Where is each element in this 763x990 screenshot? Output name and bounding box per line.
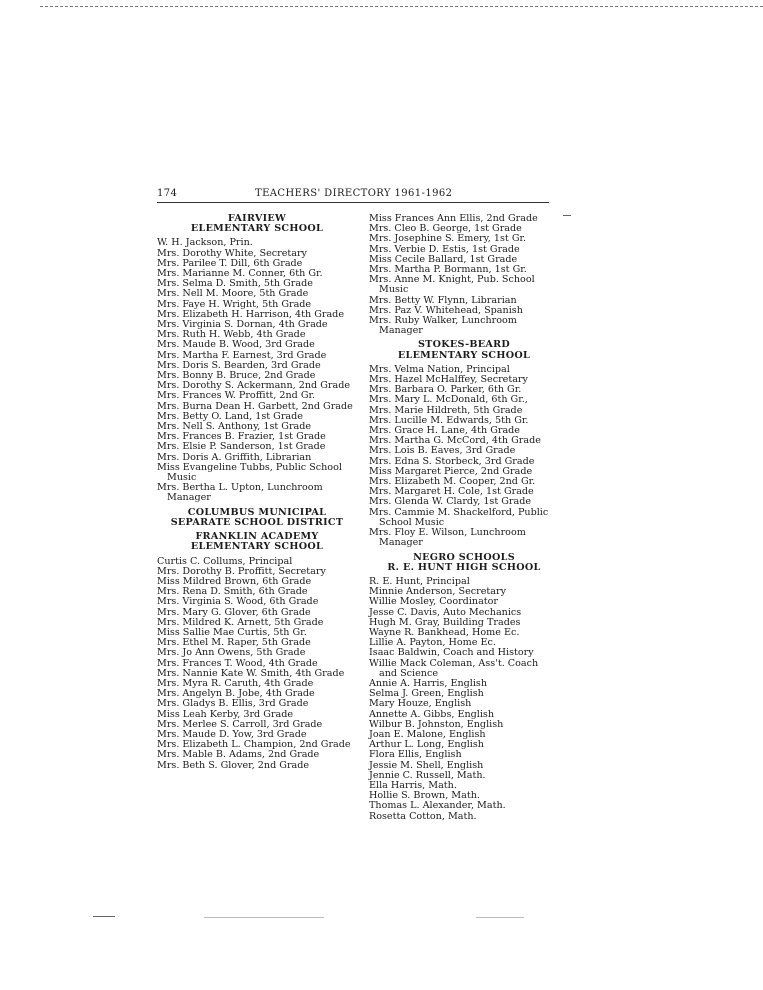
directory-entry: Mrs. Glenda W. Clardy, 1st Grade (369, 496, 532, 508)
directory-entry: Mrs. Betty O. Land, 1st Grade (157, 410, 303, 422)
directory-entry: Jesse C. Davis, Auto Mechanics (369, 606, 522, 618)
directory-entry: Mrs. Frances W. Proffitt, 2nd Gr. (157, 390, 316, 402)
directory-entry: Mrs. Elizabeth M. Cooper, 2nd Gr. (369, 476, 536, 488)
directory-entry: Mrs. Nannie Kate W. Smith, 4th Grade (157, 667, 345, 679)
directory-entry: Mrs. Myra R. Caruth, 4th Grade (157, 677, 314, 689)
directory-entry: Miss Sallie Mae Curtis, 5th Gr. (157, 626, 307, 638)
directory-entry: Mary Houze, English (369, 698, 472, 710)
directory-entry: Mrs. Martha F. Earnest, 3rd Grade (157, 349, 327, 361)
directory-entry: Mrs. Martha P. Bormann, 1st Gr. (369, 264, 527, 276)
header-rule (157, 202, 549, 203)
scan-speck (563, 215, 571, 216)
scan-speck (93, 916, 115, 917)
directory-entry: Mrs. Selma D. Smith, 5th Grade (157, 278, 313, 290)
section-heading: STOKES-BEARD (417, 339, 511, 351)
directory-entry: Mrs. Rena D. Smith, 6th Grade (157, 586, 308, 598)
directory-entry: Wilbur B. Johnston, English (369, 718, 504, 730)
directory-entry: Mrs. Betty W. Flynn, Librarian (369, 294, 517, 306)
directory-entry: Mrs. Mary L. McDonald, 6th Gr., (369, 394, 528, 406)
directory-entry: Mrs. Jo Ann Owens, 5th Grade (157, 647, 306, 659)
directory-entry: Miss Leah Kerby, 3rd Grade (157, 708, 294, 720)
directory-entry: Mrs. Elizabeth L. Champion, 2nd Grade (157, 739, 351, 751)
directory-entry: Miss Mildred Brown, 6th Grade (157, 575, 312, 587)
directory-entry: Mrs. Paz V. Whitehead, Spanish (369, 304, 523, 316)
section-heading: ELEMENTARY SCHOOL (190, 223, 324, 235)
right-column (369, 214, 559, 822)
directory-entry: Mrs. Mable B. Adams, 2nd Grade (157, 749, 320, 761)
directory-entry: Annette A. Gibbs, English (369, 708, 495, 720)
directory-entry: Mrs. Maude D. Yow, 3rd Grade (157, 728, 307, 740)
directory-entry: Hugh M. Gray, Building Trades (369, 616, 521, 628)
directory-entry: Mrs. Gladys B. Ellis, 3rd Grade (157, 698, 309, 710)
directory-entry: Isaac Baldwin, Coach and History (369, 647, 534, 659)
directory-entry: Mrs. Dorothy S. Ackermann, 2nd Grade (157, 380, 351, 392)
directory-entry: Thomas L. Alexander, Math. (369, 800, 506, 812)
directory-entry: Mrs. Elizabeth H. Harrison, 4th Grade (157, 308, 344, 320)
directory-entry: Mrs. Hazel McHalffey, Secretary (369, 374, 528, 386)
page-number: 174 (157, 188, 178, 199)
directory-entry: R. E. Hunt, Principal (369, 575, 470, 587)
page-header (157, 188, 547, 202)
left-column (157, 214, 357, 771)
directory-entry: Mrs. Virginia S. Wood, 6th Grade (157, 596, 319, 608)
directory-entry: Minnie Anderson, Secretary (369, 586, 507, 598)
directory-entry: Mrs. Faye H. Wright, 5th Grade (157, 298, 312, 310)
directory-entry: Annie A. Harris, English (369, 677, 488, 689)
directory-entry: Mrs. Anne M. Knight, Pub. School Music (369, 274, 535, 296)
directory-entry: Mrs. Ruby Walker, Lunchroom Manager (369, 315, 517, 337)
directory-entry: Miss Margaret Pierce, 2nd Grade (369, 465, 533, 477)
directory-entry: Mrs. Ethel M. Raper, 5th Grade (157, 637, 311, 649)
directory-entry: Willie Mosley, Coordinator (369, 596, 499, 608)
section-heading: ELEMENTARY SCHOOL (190, 541, 324, 553)
top-rule (40, 6, 763, 7)
directory-entry: Mrs. Cleo B. George, 1st Grade (369, 223, 522, 235)
scan-speck (204, 917, 324, 918)
directory-entry: Mrs. Marie Hildreth, 5th Grade (369, 404, 523, 416)
directory-entry: Jennie C. Russell, Math. (369, 769, 486, 781)
directory-entry: Mrs. Martha G. McCord, 4th Grade (369, 435, 541, 447)
directory-entry: Mrs. Dorothy B. Proffitt, Secretary (157, 565, 326, 577)
directory-entry: Mrs. Beth S. Glover, 2nd Grade (157, 759, 310, 771)
directory-entry: Mrs. Bonny B. Bruce, 2nd Grade (157, 370, 316, 382)
directory-entry: Curtis C. Collums, Principal (157, 555, 293, 567)
directory-entry: Mrs. Nell S. Anthony, 1st Grade (157, 421, 312, 433)
directory-entry: Mrs. Angelyn B. Jobe, 4th Grade (157, 688, 315, 700)
directory-entry: Jessie M. Shell, English (369, 759, 484, 771)
directory-entry: W. H. Jackson, Prin. (157, 237, 253, 249)
section-heading: ELEMENTARY SCHOOL (397, 349, 531, 361)
directory-entry: Mrs. Frances B. Frazier, 1st Grade (157, 431, 326, 443)
directory-entry: Mrs. Lucille M. Edwards, 5th Gr. (369, 414, 529, 426)
directory-entry: Mrs. Merlee S. Carroll, 3rd Grade (157, 718, 323, 730)
directory-entry: Miss Frances Ann Ellis, 2nd Grade (369, 213, 538, 224)
directory-entry: Mrs. Dorothy White, Secretary (157, 247, 307, 259)
directory-entry: Mrs. Maude B. Wood, 3rd Grade (157, 339, 315, 351)
page-title: TEACHERS' DIRECTORY 1961-1962 (255, 188, 453, 199)
directory-entry: Mrs. Cammie M. Shackelford, Public School Music (369, 506, 549, 528)
directory-entry: Mrs. Nell M. Moore, 5th Grade (157, 288, 309, 300)
directory-entry: Mrs. Margaret H. Cole, 1st Grade (369, 486, 534, 498)
directory-entry: Mrs. Virginia S. Dornan, 4th Grade (157, 319, 328, 331)
directory-entry: Willie Mack Coleman, Ass't. Coach and Science (369, 657, 539, 679)
directory-entry: Joan E. Malone, English (369, 728, 486, 740)
section-heading: FAIRVIEW (227, 213, 287, 224)
directory-entry: Mrs. Grace H. Lane, 4th Grade (369, 425, 520, 437)
directory-entry: Miss Evangeline Tubbs, Public School Music (157, 461, 342, 484)
section-heading: NEGRO SCHOOLS (413, 551, 515, 563)
directory-entry: Mrs. Elsie P. Sanderson, 1st Grade (157, 441, 326, 453)
directory-entry: Mrs. Burna Dean H. Garbett, 2nd Grade (157, 400, 353, 412)
directory-entry: Mrs. Floy E. Wilson, Lunchroom Manager (369, 527, 526, 549)
directory-entry: Mrs. Frances T. Wood, 4th Grade (157, 657, 318, 669)
directory-entry: Mrs. Bertha L. Upton, Lunchroom Manager (157, 482, 323, 504)
directory-entry: Mrs. Mary G. Glover, 6th Grade (157, 606, 311, 618)
directory-entry: Mrs. Barbara O. Parker, 6th Gr. (369, 384, 522, 396)
section-heading: SEPARATE SCHOOL DISTRICT (170, 516, 344, 528)
directory-entry: Mrs. Mildred K. Arnett, 5th Grade (157, 616, 324, 628)
directory-entry: Mrs. Verbie D. Estis, 1st Grade (369, 243, 520, 255)
directory-entry: Rosetta Cotton, Math. (369, 810, 477, 822)
directory-entry: Mrs. Edna S. Storbeck, 3rd Grade (369, 455, 535, 467)
directory-entry: Ella Harris, Math. (369, 779, 457, 791)
directory-entry: Selma J. Green, English (369, 688, 484, 700)
directory-entry: Hollie S. Brown, Math. (369, 790, 480, 802)
scan-speck (476, 917, 524, 918)
section-heading: R. E. HUNT HIGH SCHOOL (387, 561, 541, 573)
directory-entry: Mrs. Marianne M. Conner, 6th Gr. (157, 268, 323, 280)
directory-entry: Mrs. Doris S. Bearden, 3rd Grade (157, 359, 321, 371)
directory-entry: Flora Ellis, English (369, 749, 462, 761)
directory-entry: Mrs. Parilee T. Dill, 6th Grade (157, 257, 303, 269)
directory-entry: Mrs. Velma Nation, Principal (369, 363, 510, 375)
directory-entry: Arthur L. Long, English (369, 739, 484, 751)
directory-entry: Wayne R. Bankhead, Home Ec. (369, 626, 520, 638)
section-heading: FRANKLIN ACADEMY (195, 531, 319, 543)
directory-entry: Mrs. Doris A. Griffith, Librarian (157, 451, 312, 463)
directory-entry: Mrs. Josephine S. Emery, 1st Gr. (369, 233, 527, 245)
directory-entry: Miss Cecile Ballard, 1st Grade (369, 253, 518, 265)
directory-entry: Lillie A. Payton, Home Ec. (369, 637, 496, 649)
directory-entry: Mrs. Ruth H. Webb, 4th Grade (157, 329, 306, 341)
section-heading: COLUMBUS MUNICIPAL (187, 506, 327, 518)
directory-entry: Mrs. Lois B. Eaves, 3rd Grade (369, 445, 516, 457)
